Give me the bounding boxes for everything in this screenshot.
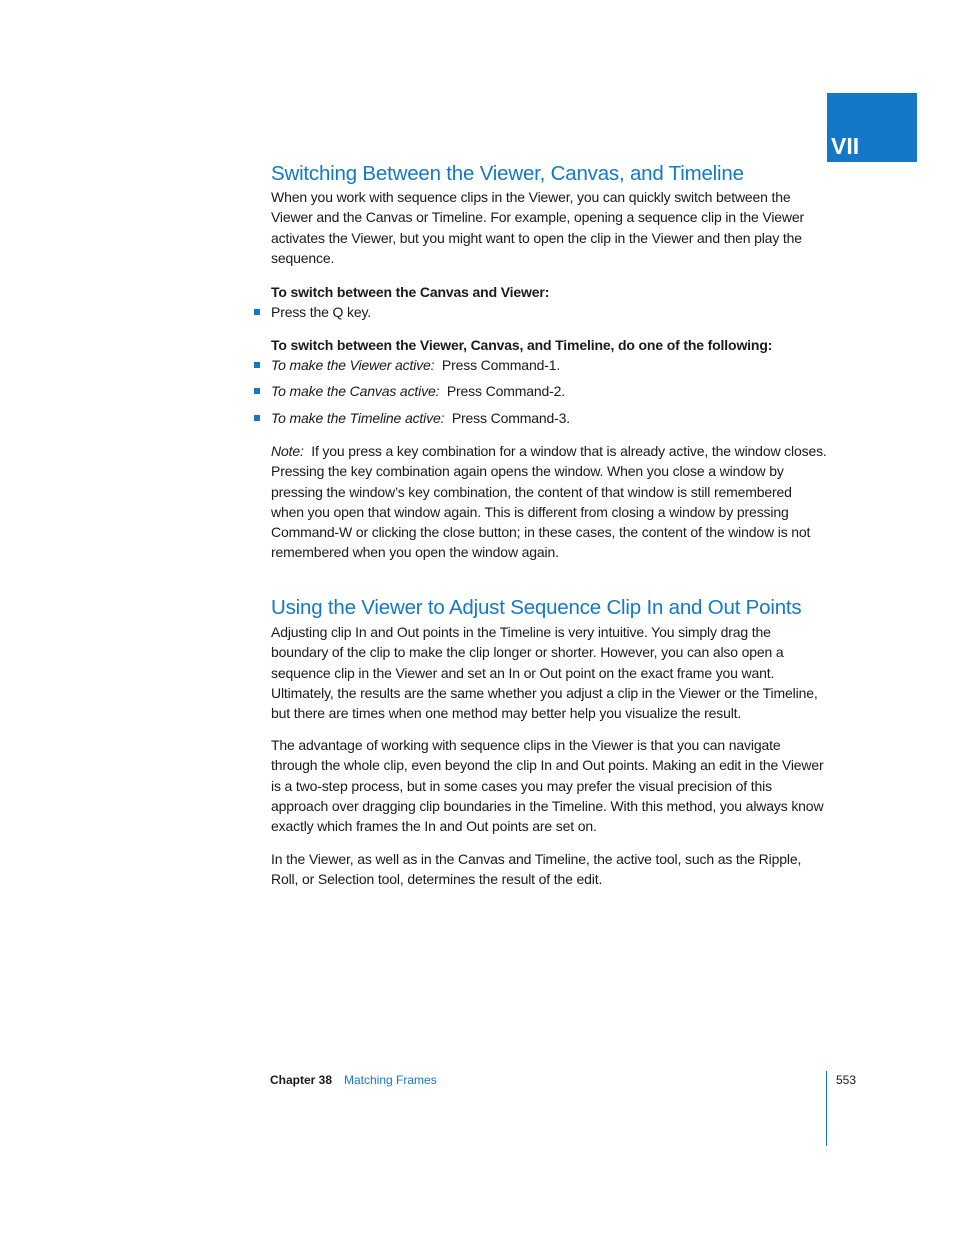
section-heading-switching: Switching Between the Viewer, Canvas, and Timeline [271, 162, 744, 185]
bullet-text: Press Command-2. [446, 383, 566, 399]
footer-chapter: Chapter 38 [270, 1073, 333, 1087]
note-lead: Note: [271, 443, 304, 459]
section-heading-adjust-in-out: Using the Viewer to Adjust Sequence Clip In and Out Points [271, 596, 802, 619]
body-paragraph: Adjusting clip In and Out points in the Timeline is very intuitive. You simply drag the boundary of the clip to make the clip longer or shorter. However, you can also open a sequence clip in the Viewer and set an In or Out point on the exact frame you want. Ultimately, the results are the same whether you adjust a clip in the Viewer or the Timeline, but there are times when one method may better help you visualize the result. [271, 624, 818, 722]
bullet-item [271, 355, 560, 375]
note-text: If you press a key combination for a window that is already active, the window closes. Pressing the key combination again opens the window. When you close a window by pressing the window’s key combination, the content of that window is still remembered when you open that window again. This is different from closing a window by pressing Command-W or clicking the close button; in these cases, the content of the window is not remembered when you open the window again. [271, 443, 827, 561]
bullet-item [271, 408, 570, 428]
task-label-viewer-canvas-timeline: To switch between the Viewer, Canvas, and Timeline, do one of the following: [271, 337, 773, 353]
body-paragraph: The advantage of working with sequence clips in the Viewer is that you can navigate through the whole clip, even beyond the clip In and Out points. Making an edit in the Viewer is a two-step process, but in some cases you may prefer the visual precision of this approach over dragging clip boundaries in the Timeline. With this method, you always know exactly which frames the In and Out points are set on. [271, 737, 824, 835]
bullet-lead: To make the Viewer active: [271, 357, 435, 373]
section-intro-paragraph: When you work with sequence clips in the Viewer, you can quickly switch between the Viewer and the Canvas or Timeline. For example, opening a sequence clip in the Viewer activates the Viewer, but you might want to open the clip in the Viewer and then play the sequence. [271, 189, 805, 266]
bullet-square-icon [254, 362, 260, 368]
footer-chapter-title: Matching Frames [344, 1073, 437, 1087]
page-number: 553 [836, 1073, 857, 1087]
note-paragraph [271, 441, 827, 563]
bullet-square-icon [254, 309, 260, 315]
bullet-lead: To make the Timeline active: [271, 410, 445, 426]
bullet-text: Press Command-3. [451, 410, 571, 426]
part-tab [827, 93, 917, 162]
bullet-text: Press the Q key. [271, 304, 372, 320]
task-label-canvas-viewer: To switch between the Canvas and Viewer: [271, 284, 550, 300]
bullet-item [271, 381, 565, 401]
body-paragraph: In the Viewer, as well as in the Canvas and Timeline, the active tool, such as the Ripple, Roll, or Selection tool, determines the result of the edit. [271, 851, 802, 888]
bullet-square-icon [254, 415, 260, 421]
bullet-item [271, 302, 371, 322]
part-tab-label: VII [831, 133, 860, 159]
footer-divider [826, 1071, 827, 1146]
bullet-lead: To make the Canvas active: [271, 383, 440, 399]
bullet-text: Press Command-1. [441, 357, 561, 373]
bullet-square-icon [254, 388, 260, 394]
